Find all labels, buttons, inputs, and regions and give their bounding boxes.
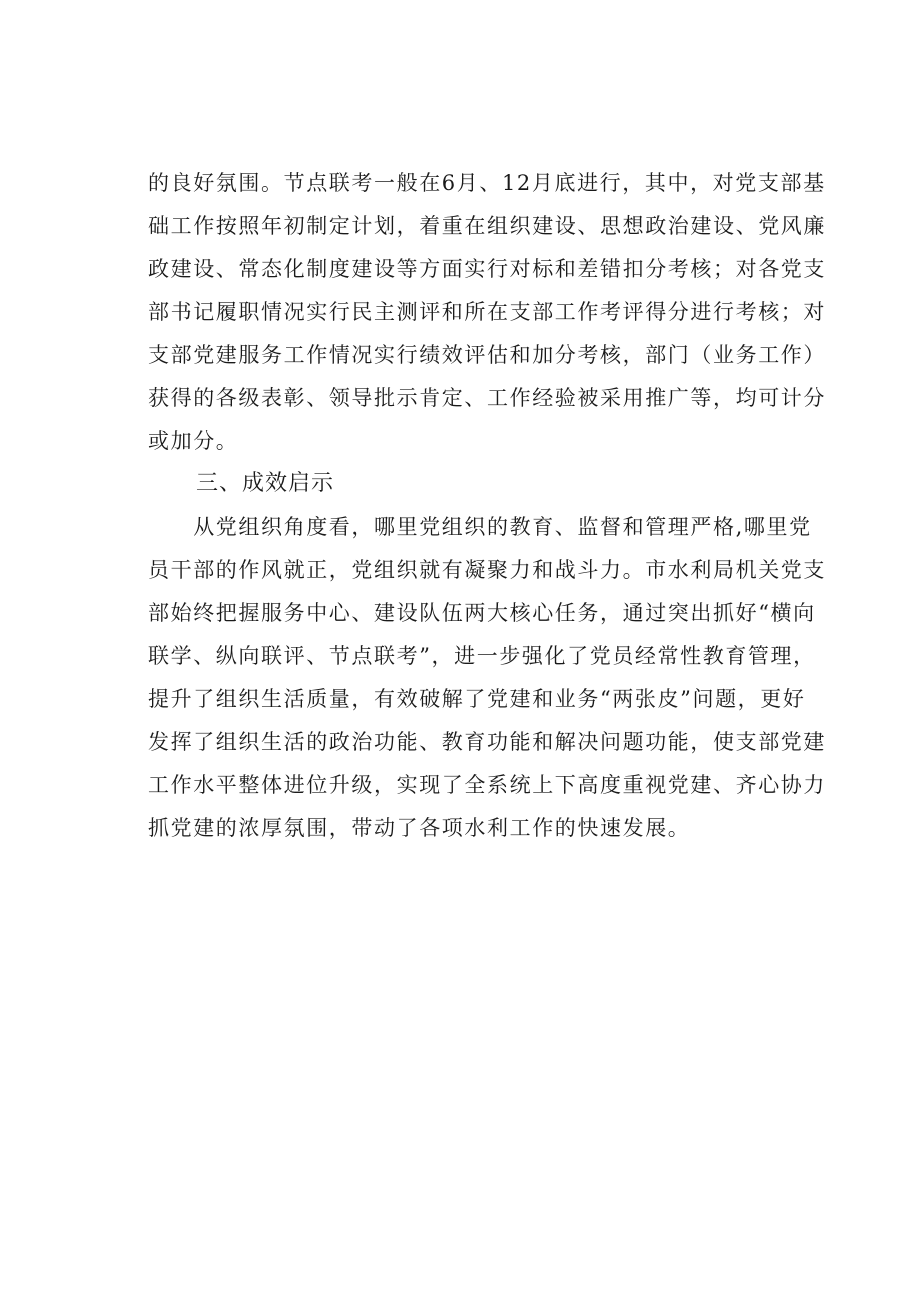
paragraph-1-line-5: 支部党建服务工作情况实行绩效评估和加分考核，部门（业务工作） [148, 343, 826, 367]
paragraph-2-line-2: 员干部的作风就正，党组织就有凝聚力和战斗力。市水利局机关党支 [148, 558, 826, 582]
paragraph-2-line-6: 发挥了组织生活的政治功能、教育功能和解决问题功能，使支部党建 [148, 730, 826, 754]
paragraph-2-line-4: 联学、纵向联评、节点联考”，进一步强化了党员经常性教育管理， [148, 644, 816, 668]
paragraph-1-line-1: 的良好氛围。节点联考一般在6月、12月底进行，其中，对党支部基 [148, 171, 826, 195]
paragraph-1-line-6: 获得的各级表彰、领导批示肯定、工作经验被采用推广等，均可计分 [148, 386, 826, 410]
paragraph-1-line-2: 础工作按照年初制定计划，着重在组织建设、思想政治建设、党风廉 [148, 214, 826, 238]
paragraph-1-line-7: 或加分。 [148, 429, 239, 453]
section-3-heading: 三、成效启示 [196, 471, 335, 496]
paragraph-1-line-3: 政建设、常态化制度建设等方面实行对标和差错扣分考核；对各党支 [148, 257, 826, 281]
paragraph-2-line-1: 从党组织角度看，哪里党组织的教育、监督和管理严格,哪里党 [148, 515, 812, 539]
paragraph-2-line-3: 部始终把握服务中心、建设队伍两大核心任务，通过突出抓好“横向 [148, 601, 816, 625]
paragraph-2-line-7: 工作水平整体进位升级，实现了全系统上下高度重视党建、齐心协力 [148, 773, 826, 797]
paragraph-2-line-5: 提升了组织生活质量，有效破解了党建和业务“两张皮”问题，更好 [148, 687, 806, 711]
paragraph-1-line-4: 部书记履职情况实行民主测评和所在支部工作考评得分进行考核；对 [148, 300, 826, 324]
paragraph-2-line-8: 抓党建的浓厚氛围，带动了各项水利工作的快速发展。 [148, 816, 691, 840]
